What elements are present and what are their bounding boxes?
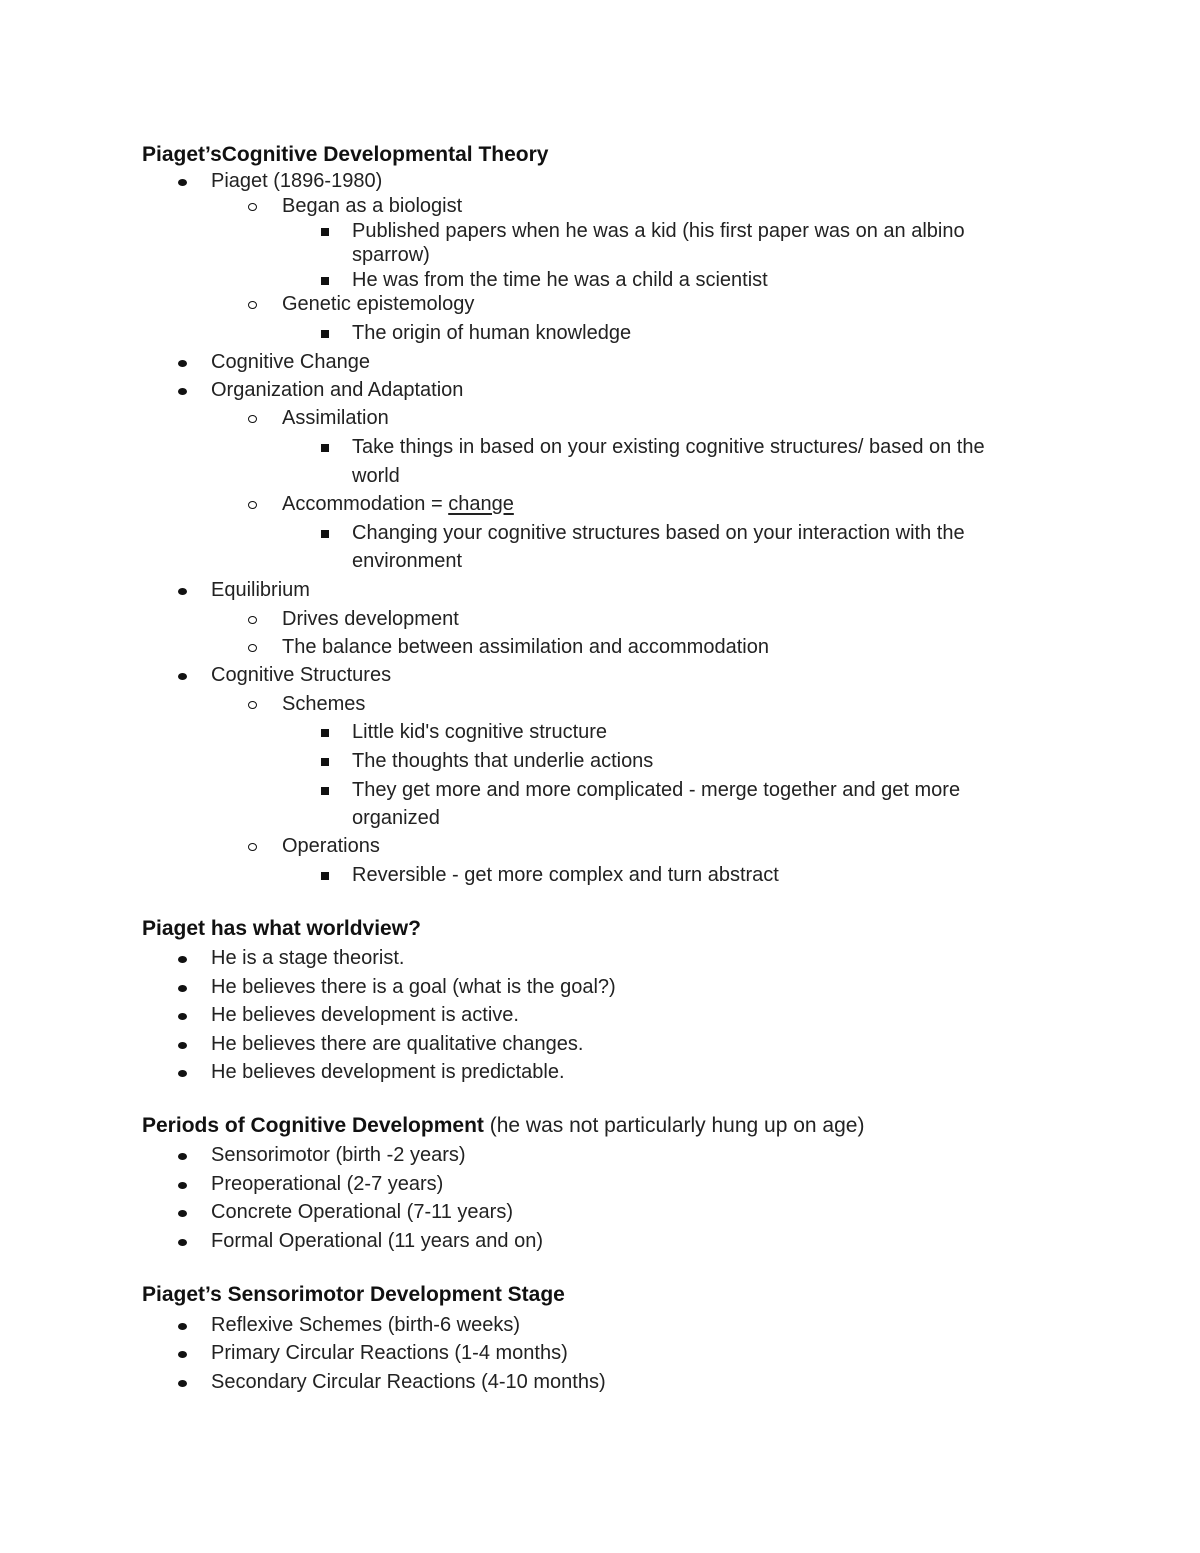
hollow-bullet-icon bbox=[248, 415, 257, 423]
square-bullet-icon bbox=[321, 787, 329, 795]
section-heading-note: (he was not particularly hung up on age) bbox=[483, 1114, 865, 1137]
filled-bullet-icon bbox=[178, 179, 187, 186]
square-bullet-icon bbox=[321, 444, 329, 452]
filled-bullet-icon bbox=[178, 956, 187, 963]
hollow-bullet-icon bbox=[248, 301, 257, 309]
square-bullet-icon bbox=[321, 872, 329, 880]
square-bullet-icon bbox=[321, 277, 329, 285]
filled-bullet-icon bbox=[178, 388, 187, 395]
filled-bullet-icon bbox=[178, 588, 187, 595]
section-heading: Periods of Cognitive Development (he was not particularly hung up on age) bbox=[142, 1114, 865, 1137]
filled-bullet-icon bbox=[178, 1070, 187, 1077]
filled-bullet-icon bbox=[178, 673, 187, 680]
filled-bullet-icon bbox=[178, 1042, 187, 1049]
hollow-bullet-icon bbox=[248, 501, 257, 509]
filled-bullet-icon bbox=[178, 1182, 187, 1189]
filled-bullet-icon bbox=[178, 985, 187, 992]
section-heading: Piaget has what worldview? bbox=[142, 917, 421, 940]
filled-bullet-icon bbox=[178, 1323, 187, 1330]
filled-bullet-icon bbox=[178, 1013, 187, 1020]
hollow-bullet-icon bbox=[248, 203, 257, 211]
hollow-bullet-icon bbox=[248, 701, 257, 709]
filled-bullet-icon bbox=[178, 1380, 187, 1387]
square-bullet-icon bbox=[321, 530, 329, 538]
square-bullet-icon bbox=[321, 758, 329, 766]
filled-bullet-icon bbox=[178, 1153, 187, 1160]
section-heading: Piaget’sCognitive Developmental Theory bbox=[142, 143, 549, 166]
section-heading: Piaget’s Sensorimotor Development Stage bbox=[142, 1283, 565, 1306]
filled-bullet-icon bbox=[178, 1239, 187, 1246]
document-page: Piaget’sCognitive Developmental Theory Piaget (1896-1980) Began as a biologist Published papers when he was a kid (his first paper was on an albino sparrow) He was from the time he was a child a scientist Genetic epistemology The origin of human knowledge Cognitive Change Organization and Adaptation Assimilation Take things in based on your existing cognitive structures/ based on the world Accommodation = change Changing your cognitive structures based on your interaction with the environment Equilibrium Drives development The balance between assimilation and accommodation Cognitive Structures Schemes Little kid's cognitive structure The thoughts that underlie actions They get more and more complicated - merge together and get more organized Operations Reversible - get more complex and turn abstract Piaget has what worldview? He is a stage theorist. He believes there is a goal (what is the goal?) He believes development is active. He believes there are qualitative changes. He believes development is predictable. Periods of Cognitive Development (he was not particularly hung up on age) Sensorimotor (birth -2 years) Preoperational (2-7 years) Concrete Operational (7-11 years) Formal Operational (11 years and on) Piaget’s Sensorimotor Development Stage Reflexive Schemes (birth-6 weeks) Primary Circular Reactions (1-4 months) Secondary Circular Reactions (4-10 months) bbox=[142, 143, 985, 1393]
filled-bullet-icon bbox=[178, 1210, 187, 1217]
hollow-bullet-icon bbox=[248, 616, 257, 624]
square-bullet-icon bbox=[321, 729, 329, 737]
filled-bullet-icon bbox=[178, 360, 187, 367]
square-bullet-icon bbox=[321, 330, 329, 338]
hollow-bullet-icon bbox=[248, 644, 257, 652]
filled-bullet-icon bbox=[178, 1351, 187, 1358]
square-bullet-icon bbox=[321, 228, 329, 236]
hollow-bullet-icon bbox=[248, 843, 257, 851]
